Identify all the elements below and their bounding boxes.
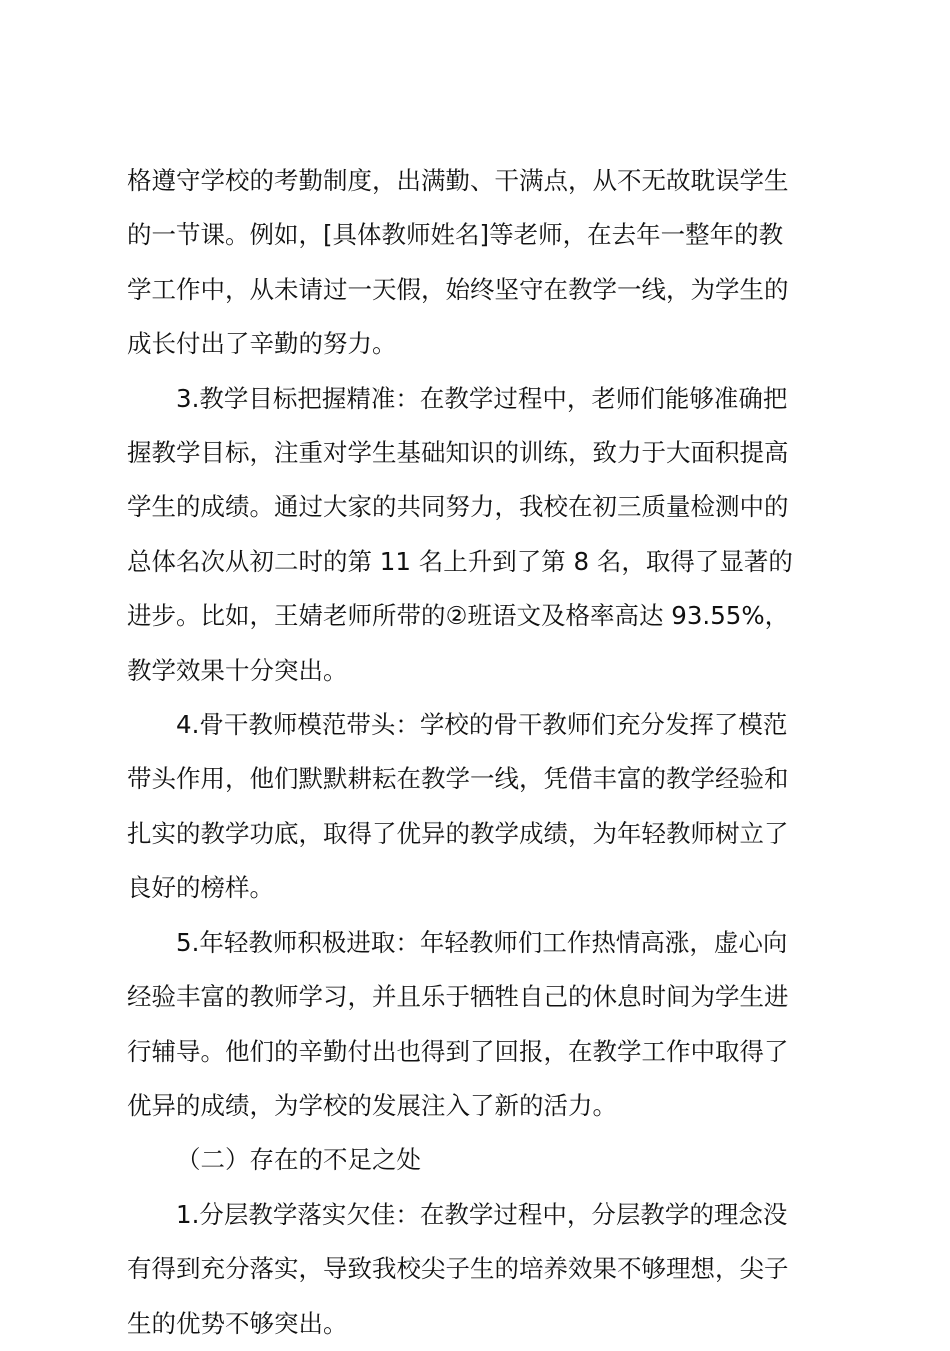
text-line: 良好的榜样。 bbox=[127, 873, 274, 903]
text-line: 格遵守学校的考勤制度，出满勤、干满点，从不无故耽误学生 bbox=[127, 166, 789, 195]
text-line: 学工作中，从未请过一天假，始终坚守在教学一线，为学生的 bbox=[127, 274, 789, 304]
text-line: 带头作用，他们默默耕耘在教学一线，凭借丰富的教学经验和 bbox=[127, 764, 789, 794]
text-line: 扎实的教学功底，取得了优异的教学成绩，为年轻教师树立了 bbox=[127, 818, 789, 848]
text-line: 总体名次从初二时的第 11 名上升到了第 8 名，取得了显著的 bbox=[127, 546, 793, 576]
text-line: 3.教学目标把握精准：在教学过程中，老师们能够准确把 bbox=[176, 383, 788, 413]
text-line: 握教学目标，注重对学生基础知识的训练，致力于大面积提高 bbox=[127, 438, 789, 468]
text-line: 有得到充分落实，导致我校尖子生的培养效果不够理想，尖子 bbox=[127, 1254, 789, 1284]
text-line: 教学效果十分突出。 bbox=[127, 655, 348, 685]
section-heading-text: （二）存在的不足之处 bbox=[176, 1145, 421, 1175]
text-line: 的一节课。例如，[具体教师姓名]等老师，在去年一整年的教 bbox=[127, 220, 784, 250]
paragraph-item-1 bbox=[127, 1188, 837, 1351]
text-line: 进步。比如，王婧老师所带的②班语文及格率高达 93.55%， bbox=[127, 601, 790, 631]
section-heading bbox=[127, 1133, 837, 1187]
text-line: 4.骨干教师模范带头：学校的骨干教师们充分发挥了模范 bbox=[176, 710, 788, 740]
paragraph-attendance bbox=[127, 154, 837, 372]
text-line: 生的优势不够突出。 bbox=[127, 1308, 348, 1338]
text-line: 行辅导。他们的辛勤付出也得到了回报，在教学工作中取得了 bbox=[127, 1036, 789, 1066]
text-line: 5.年轻教师积极进取：年轻教师们工作热情高涨，虚心向 bbox=[176, 927, 788, 957]
text-line: 1.分层教学落实欠佳：在教学过程中，分层教学的理念没 bbox=[176, 1199, 788, 1229]
text-line: 学生的成绩。通过大家的共同努力，我校在初三质量检测中的 bbox=[127, 492, 789, 522]
paragraph-item-4 bbox=[127, 698, 837, 916]
text-line: 经验丰富的教师学习，并且乐于牺牲自己的休息时间为学生进 bbox=[127, 982, 789, 1012]
paragraph-item-3 bbox=[127, 372, 837, 698]
text-line: 优异的成绩，为学校的发展注入了新的活力。 bbox=[127, 1090, 617, 1120]
document-body bbox=[127, 154, 837, 1351]
paragraph-item-5 bbox=[127, 916, 837, 1134]
text-line: 成长付出了辛勤的努力。 bbox=[127, 329, 397, 359]
